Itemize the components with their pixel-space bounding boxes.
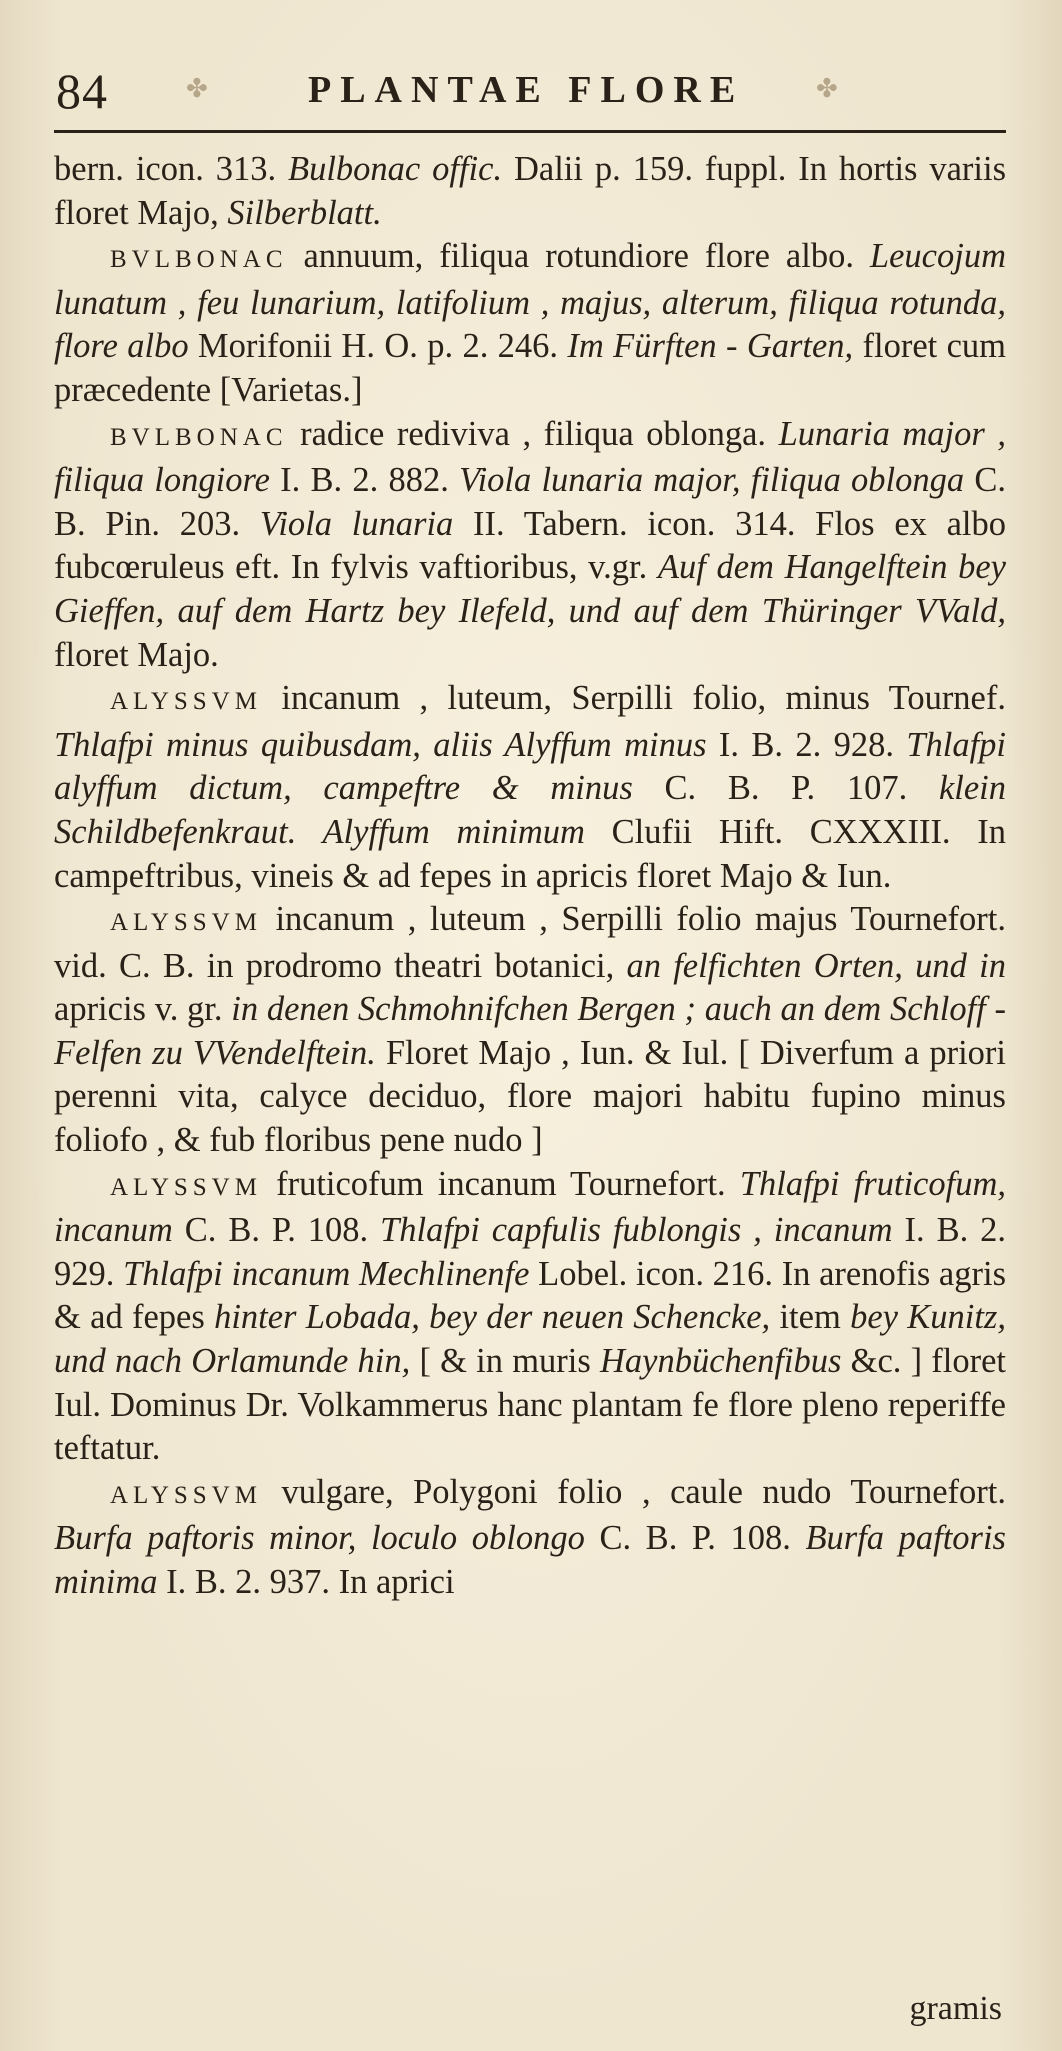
italic-text: Leucojum lunatum , feu lunarium, latifolium , majus, alterum, filiqua rotunda, flore albo <box>54 237 1006 366</box>
roman-text: floret cum præcedente [Varietas.] <box>54 327 1006 409</box>
genus-name: ALYSSVM <box>110 688 262 716</box>
italic-text: in denen Schmohnifchen Bergen ; auch an dem Schloff - Felfen zu VVendelftein. <box>54 990 1006 1072</box>
italic-text: Thlafpi minus quibusdam, aliis Alyffum minus <box>54 725 707 764</box>
italic-text: Viola lunaria <box>259 504 454 543</box>
italic-text: Thlafpi alyffum dictum, campeftre & minus <box>54 725 1007 808</box>
italic-text: Bulbonac offic. <box>288 150 503 188</box>
text-entry <box>54 1163 1006 1471</box>
italic-text: Auf dem Hangelftein bey Gieffen, auf dem Hartz bey Ilefeld, und auf dem Thüringer VVald, <box>54 548 1006 630</box>
roman-text: vulgare, Polygoni folio , caule nudo Tournefort. <box>261 1472 1006 1511</box>
roman-text: I. B. 2. 882. <box>269 461 460 500</box>
roman-text: annuum, filiqua rotundiore flore albo. <box>287 237 870 276</box>
roman-text: item <box>770 1298 851 1337</box>
roman-text: Dalii p. 159. fuppl. In hortis variis floret Majo, <box>54 150 1006 232</box>
roman-text: floret Majo. <box>54 635 219 674</box>
ornament-icon: ✤ <box>816 74 838 103</box>
roman-text: C. B. Pin. 203. <box>54 461 1006 543</box>
roman-text: Lobel. icon. 216. In arenofis agris & ad fepes <box>54 1254 1006 1337</box>
roman-text: I. B. 2. 937. In aprici <box>157 1563 455 1601</box>
italic-text: bey Kunitz, und nach Orlamunde hin, <box>54 1298 1006 1381</box>
roman-text: I. B. 2. 929. <box>54 1211 1007 1293</box>
roman-text: apricis v. gr. <box>54 990 232 1029</box>
roman-text: Clufii Hift. CXXXIII. In campeftribus, vineis & ad fepes in apricis floret Majo & Iun. <box>54 812 1006 895</box>
italic-text: Burfa paftoris minima <box>54 1519 1006 1601</box>
catchword: gramis <box>909 1990 1002 2027</box>
italic-text: hinter Lobada, bey der neuen Schencke, <box>214 1298 771 1337</box>
roman-text: &c. ] floret Iul. Dominus Dr. Volkammerus hanc plantam fe flore pleno reperiffe teftatur. <box>54 1342 1006 1468</box>
italic-text: Thlafpi incanum Mechlinenfe <box>123 1254 530 1293</box>
roman-text: bern. icon. 313. <box>54 150 289 188</box>
italic-text: Burfa paftoris minor, loculo oblongo <box>54 1519 585 1558</box>
genus-name: ALYSSVM <box>110 909 262 937</box>
roman-text: C. B. P. 108. <box>172 1211 381 1250</box>
roman-text: [ & in muris <box>410 1342 600 1381</box>
text-entry <box>54 148 1006 235</box>
italic-text: Silberblatt. <box>227 193 382 232</box>
roman-text: Morifonii H. O. p. 2. 246. <box>188 327 568 366</box>
italic-text: Viola lunaria major, filiqua oblonga <box>459 461 965 500</box>
genus-name: ALYSSVM <box>110 1481 262 1509</box>
roman-text: incanum , luteum , Serpilli folio majus Tournefort. vid. C. B. in prodromo theatri botanici, <box>54 900 1006 985</box>
italic-text: Thlafpi fruticofum, incanum <box>54 1164 1006 1250</box>
running-head <box>56 62 1006 122</box>
italic-text: klein Schildbefenkraut. Alyffum minimum <box>54 769 1007 851</box>
text-body <box>54 148 1006 1605</box>
roman-text: fruticofum incanum Tournefort. <box>261 1164 740 1203</box>
roman-text: C. B. P. 107. <box>632 769 939 808</box>
italic-text: Im Fürften - Garten, <box>567 327 854 366</box>
italic-text: Haynbüchenfibus <box>599 1342 842 1381</box>
italic-text: an felfichten Orten, und in <box>626 946 1006 985</box>
ornament-icon: ✤ <box>186 74 208 103</box>
text-entry <box>54 235 1006 412</box>
page-header-title: PLANTAE FLORE <box>308 69 745 111</box>
italic-text: Thlafpi capfulis fublongis , incanum <box>380 1211 893 1250</box>
italic-text: Lunaria major , filiqua longiore <box>54 414 1006 500</box>
roman-text: I. B. 2. 928. <box>706 725 907 764</box>
roman-text: C. B. P. 108. <box>584 1519 806 1558</box>
roman-text: Floret Majo , Iun. & Iul. [ Diverfum a priori perenni vita, calyce deciduo, flore majori habitu fupino minus foliofo , & fub floribus pene nudo ] <box>54 1033 1006 1160</box>
roman-text: radice rediviva , filiqua oblonga. <box>287 414 779 453</box>
genus-name: BVLBONAC <box>110 423 288 451</box>
genus-name: BVLBONAC <box>110 246 288 274</box>
roman-text: II. Tabern. icon. 314. Flos ex albo fubcœruleus eft. In fylvis vaftioribus, v.gr. <box>54 504 1006 587</box>
roman-text: incanum , luteum, Serpilli folio, minus Tournef. <box>261 679 1006 718</box>
genus-name: ALYSSVM <box>110 1173 262 1201</box>
text-entry <box>54 413 1006 678</box>
text-entry <box>54 677 1006 898</box>
text-entry <box>54 898 1006 1163</box>
header-rule <box>54 130 1006 133</box>
page-number: 84 <box>56 63 108 119</box>
text-entry <box>54 1471 1006 1605</box>
